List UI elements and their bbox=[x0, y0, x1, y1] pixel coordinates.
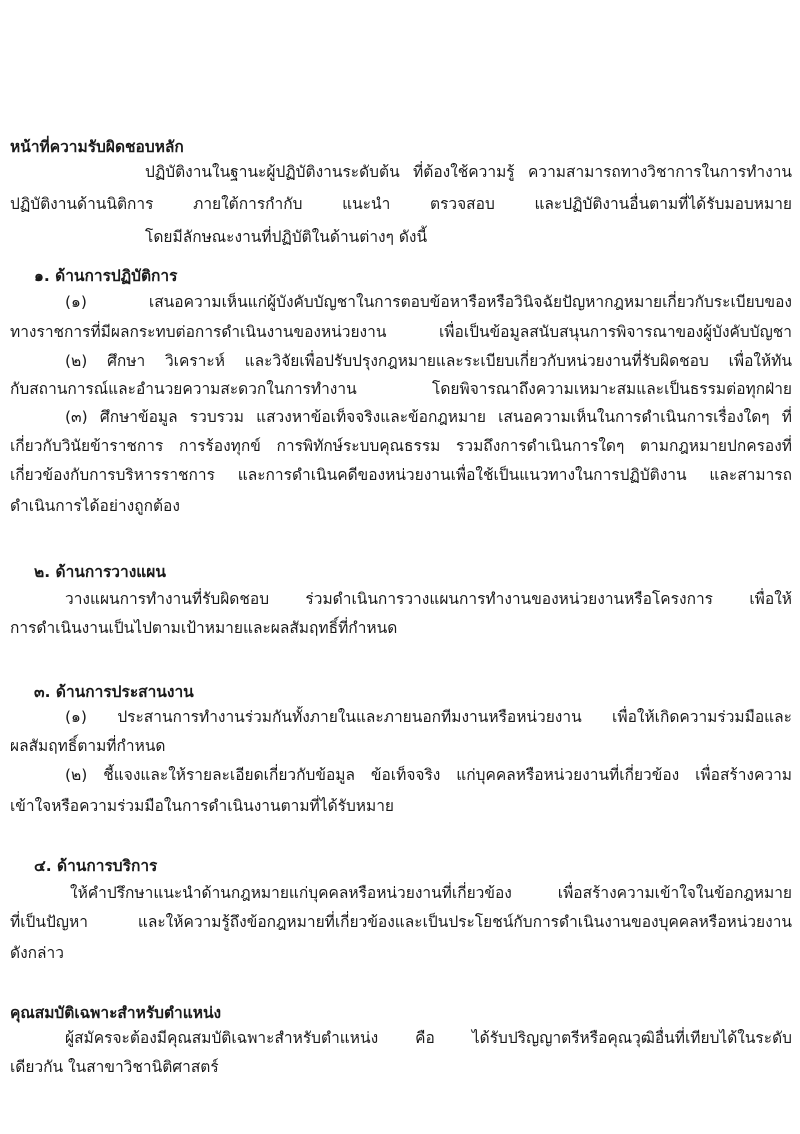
section-3-line: ผลสัมฤทธิ์ตามที่กำหนด bbox=[10, 737, 166, 755]
responsibilities-heading: หน้าที่ความรับผิดชอบหลัก bbox=[10, 138, 184, 156]
section-2-line: วางแผนการทำงานที่รับผิดชอบ ร่วมดำเนินการวางแผนการทำงานของหน่วยงานหรือโครงการ เพื่อให้ bbox=[65, 590, 792, 608]
section-3-heading: ๓. ด้านการประสานงาน bbox=[34, 683, 194, 701]
section-4-line: ที่เป็นปัญหา และให้ความรู้ถึงข้อกฎหมายที่เกี่ยวข้องและเป็นประโยชน์กับการดำเนินงานของบุคคลหรือหน่วยงาน bbox=[10, 913, 792, 931]
qualifications-heading: คุณสมบัติเฉพาะสำหรับตำแหน่ง bbox=[10, 1004, 222, 1022]
section-1-heading: ๑. ด้านการปฏิบัติการ bbox=[34, 267, 178, 285]
section-2-line: การดำเนินงานเป็นไปตามเป้าหมายและผลสัมฤทธิ์ที่กำหนด bbox=[10, 619, 398, 637]
section-2-heading: ๒. ด้านการวางแผน bbox=[34, 563, 166, 581]
section-1-line: (๓) ศึกษาข้อมูล รวบรวม แสวงหาข้อเท็จจริงและข้อกฎหมาย เสนอความเห็นในการดำเนินการเรื่องใดๆ ที่ bbox=[65, 408, 792, 426]
intro-line-2: ปฏิบัติงานด้านนิติการ ภายใต้การกำกับ แนะนำ ตรวจสอบ และปฏิบัติงานอื่นตามที่ได้รับมอบหมาย bbox=[10, 195, 792, 213]
section-4-line: ดังกล่าว bbox=[10, 944, 64, 962]
section-4-line: ให้คำปรึกษาแนะนำด้านกฎหมายแก่บุคคลหรือหน่วยงานที่เกี่ยวข้อง เพื่อสร้างความเข้าใจในข้อกฎหมาย bbox=[70, 884, 792, 902]
qualifications-line: เดียวกัน ในสาขาวิชานิติศาสตร์ bbox=[10, 1058, 219, 1076]
section-4-heading: ๔. ด้านการบริการ bbox=[34, 857, 158, 875]
qualifications-line: ผู้สมัครจะต้องมีคุณสมบัติเฉพาะสำหรับตำแหน่ง คือ ได้รับปริญญาตรีหรือคุณวุฒิอื่นที่เทียบได้ในระดับ bbox=[65, 1029, 792, 1047]
section-1-line: เกี่ยวข้องกับการบริหารราชการ และการดำเนินคดีของหน่วยงานเพื่อใช้เป็นแนวทางในการปฏิบัติงาน และสามารถ bbox=[10, 466, 792, 484]
section-3-line: (๒) ชี้แจงและให้รายละเอียดเกี่ยวกับข้อมูล ข้อเท็จจริง แก่บุคคลหรือหน่วยงานที่เกี่ยวข้อง เพื่อสร้างความ bbox=[65, 766, 792, 784]
section-1-line: กับสถานการณ์และอำนวยความสะดวกในการทำงาน โดยพิจารณาถึงความเหมาะสมและเป็นธรรมต่อทุกฝ่าย bbox=[10, 380, 792, 398]
section-1-line: ทางราชการที่มีผลกระทบต่อการดำเนินงานของหน่วยงาน เพื่อเป็นข้อมูลสนับสนุนการพิจารณาของผู้บังคับบัญชา bbox=[10, 323, 792, 341]
section-3-line: (๑) ประสานการทำงานร่วมกันทั้งภายในและภายนอกทีมงานหรือหน่วยงาน เพื่อให้เกิดความร่วมมือและ bbox=[65, 708, 792, 726]
section-1-line: ดำเนินการได้อย่างถูกต้อง bbox=[10, 497, 180, 515]
section-1-line: (๒) ศึกษา วิเคราะห์ และวิจัยเพื่อปรับปรุงกฎหมายและระเบียบเกี่ยวกับหน่วยงานที่รับผิดชอบ เพื่อให้ทัน bbox=[65, 352, 792, 370]
section-1-line: (๑) เสนอความเห็นแก่ผู้บังคับบัญชาในการตอบข้อหารือหรือวินิจฉัยปัญหากฎหมายเกี่ยวกับระเบียบของ bbox=[65, 293, 792, 311]
intro-line-3: โดยมีลักษณะงานที่ปฏิบัติในด้านต่างๆ ดังนี้ bbox=[145, 228, 428, 246]
section-3-line: เข้าใจหรือความร่วมมือในการดำเนินงานตามที่ได้รับหมาย bbox=[10, 797, 395, 815]
intro-line-1: ปฏิบัติงานในฐานะผู้ปฏิบัติงานระดับต้น ที่ต้องใช้ความรู้ ความสามารถทางวิชาการในการทำงาน bbox=[145, 163, 792, 181]
section-1-line: เกี่ยวกับวินัยข้าราชการ การร้องทุกข์ การพิทักษ์ระบบคุณธรรม รวมถึงการดำเนินการใดๆ ตามกฎหมายปกครองที่ bbox=[10, 437, 792, 455]
